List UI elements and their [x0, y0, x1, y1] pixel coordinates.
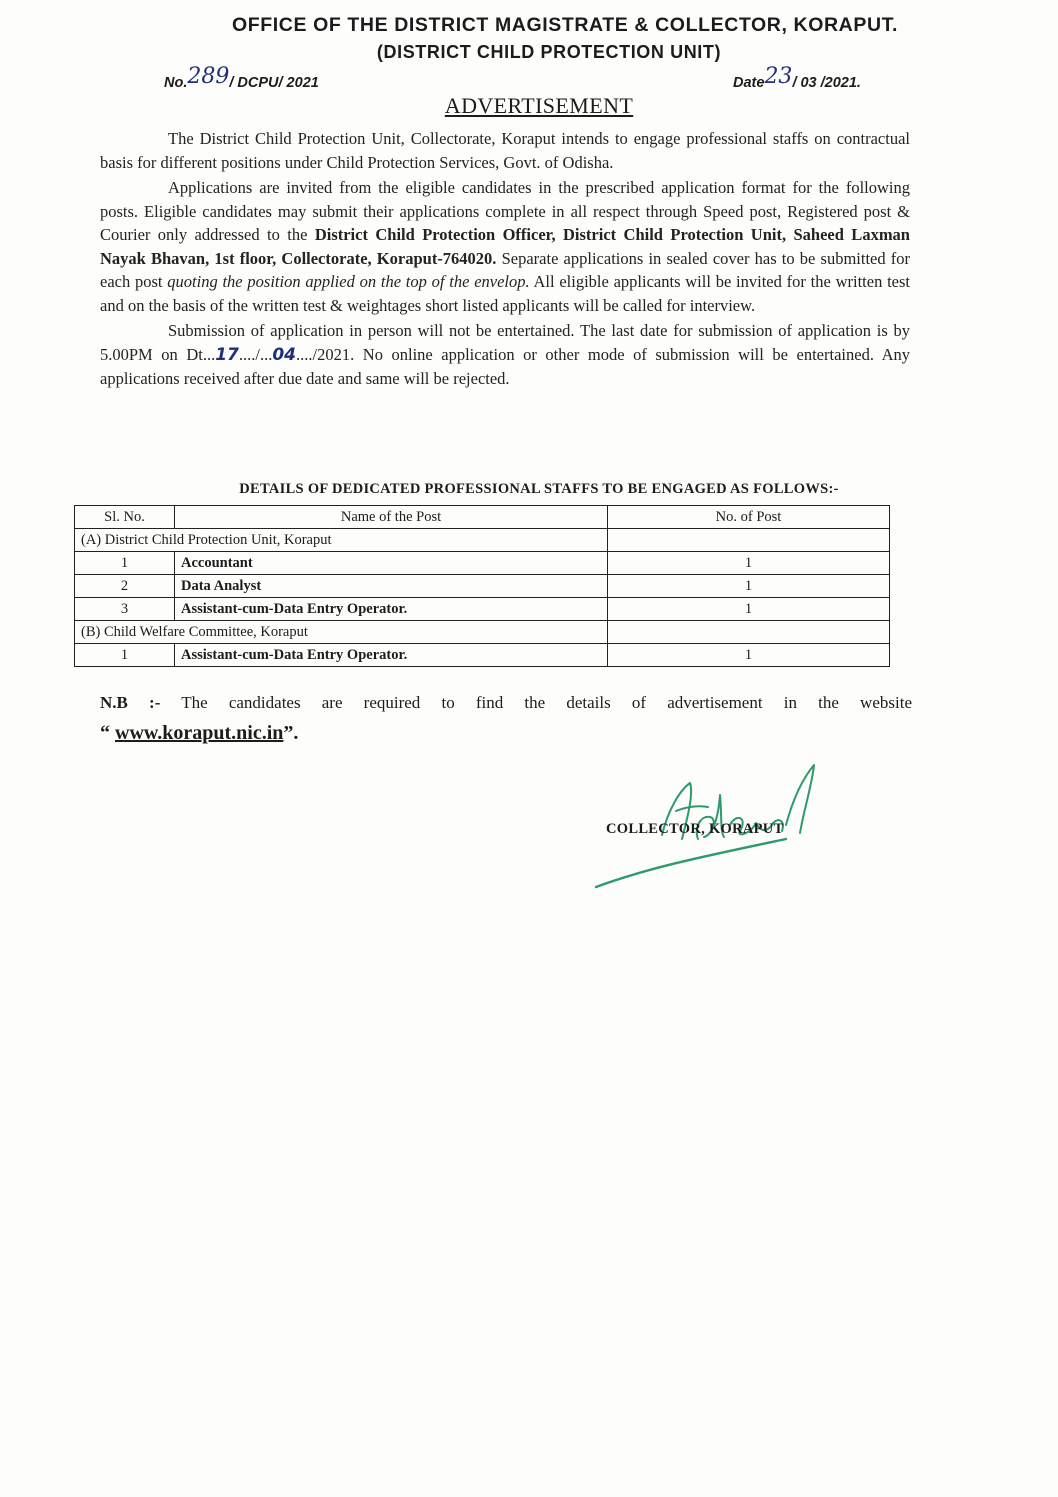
post-name-cell: Assistant-cum-Data Entry Operator.	[175, 644, 608, 667]
table-row	[75, 644, 890, 667]
unit-heading: (DISTRICT CHILD PROTECTION UNIT)	[376, 42, 722, 62]
date-suffix: / 03 /2021.	[792, 75, 861, 91]
issue-date	[733, 64, 861, 93]
paragraph-deadline	[100, 319, 910, 391]
envelope-instruction: quoting the position applied on the top of the envelop.	[167, 272, 530, 291]
header-post-name: Name of the Post	[175, 506, 608, 529]
website-line	[100, 722, 298, 745]
section-row-b	[75, 621, 890, 644]
nb-note	[100, 686, 912, 720]
table-title: DETAILS OF DEDICATED PROFESSIONAL STAFFS TO BE ENGAGED AS FOLLOWS:-	[239, 481, 839, 497]
advertisement-body	[100, 127, 910, 393]
section-a-empty	[608, 529, 890, 552]
office-heading: OFFICE OF THE DISTRICT MAGISTRATE & COLLECTOR, KORAPUT.	[231, 14, 899, 36]
website-link[interactable]: www.koraput.nic.in	[115, 722, 284, 744]
reference-number	[164, 64, 319, 93]
header-sl-no: Sl. No.	[75, 506, 175, 529]
section-b-label: (B) Child Welfare Committee, Koraput	[75, 621, 608, 644]
date-day-handwritten: 23	[764, 64, 793, 89]
close-quote: ”.	[283, 722, 299, 744]
section-a-label: (A) District Child Protection Unit, Koraput	[75, 529, 608, 552]
sl-no-cell: 3	[75, 598, 175, 621]
post-name-cell: Assistant-cum-Data Entry Operator.	[175, 598, 608, 621]
table-row	[75, 552, 890, 575]
deadline-month: 04	[272, 344, 297, 365]
open-quote: “	[100, 722, 110, 744]
deadline-rest: ..../2021. No online application or other mode of submission will be entertained. Any applications received after due date and same will be rejected.	[100, 344, 910, 388]
post-count-cell: 1	[608, 575, 890, 598]
paragraph-applications	[100, 176, 910, 317]
section-row-a	[75, 529, 890, 552]
deadline-text: Submission of application in person will not be entertained. The last date for submission of application is by 5.00PM on Dt...	[100, 321, 910, 364]
sl-no-cell: 1	[75, 644, 175, 667]
deadline-separator: ..../...	[238, 344, 273, 364]
sealed-cover-text: Separate applications in sealed cover has to be submitted for each post	[100, 248, 911, 291]
ref-prefix: No.	[164, 75, 188, 91]
table-row	[75, 575, 890, 598]
deadline-day: 17	[215, 344, 239, 365]
date-prefix: Date	[733, 75, 765, 91]
section-b-empty	[608, 621, 890, 644]
sl-no-cell: 1	[75, 552, 175, 575]
page-title: ADVERTISEMENT	[444, 93, 634, 118]
post-name-cell: Accountant	[175, 552, 608, 575]
applications-text: Applications are invited from the eligible candidates in the prescribed application format for the following posts. Eligible candidates may submit their applications complete in all respect through Speed post, Registered post & Courier only addressed to the	[100, 178, 910, 244]
sl-no-cell: 2	[75, 575, 175, 598]
post-name-cell: Data Analyst	[175, 575, 608, 598]
post-count-cell: 1	[608, 552, 890, 575]
table-header-row	[75, 506, 890, 529]
signatory-label: COLLECTOR, KORAPUT	[606, 821, 784, 837]
post-count-cell: 1	[608, 644, 890, 667]
table-row	[75, 598, 890, 621]
nb-text: The candidates are required to find the details of advertisement in the website	[181, 693, 912, 712]
header-post-count: No. of Post	[608, 506, 890, 529]
nb-label: N.B :-	[100, 693, 161, 712]
paragraph-intro: The District Child Protection Unit, Collectorate, Koraput intends to engage professional staffs on contractual basis for different positions under Child Protection Services, Govt. of Odisha.	[100, 129, 910, 172]
post-count-cell: 1	[608, 598, 890, 621]
ref-suffix: / DCPU/ 2021	[229, 75, 319, 91]
ref-number-handwritten: 289	[187, 64, 230, 89]
posts-table	[74, 505, 890, 667]
selection-text: All eligible applicants will be invited for the written test and on the basis of the written test & weightages short listed applicants will be called for interview.	[100, 272, 911, 315]
postal-address: District Child Protection Officer, District Child Protection Unit, Saheed Laxman Nayak Bhavan, 1st floor, Collectorate, Koraput-764020.	[100, 225, 910, 268]
